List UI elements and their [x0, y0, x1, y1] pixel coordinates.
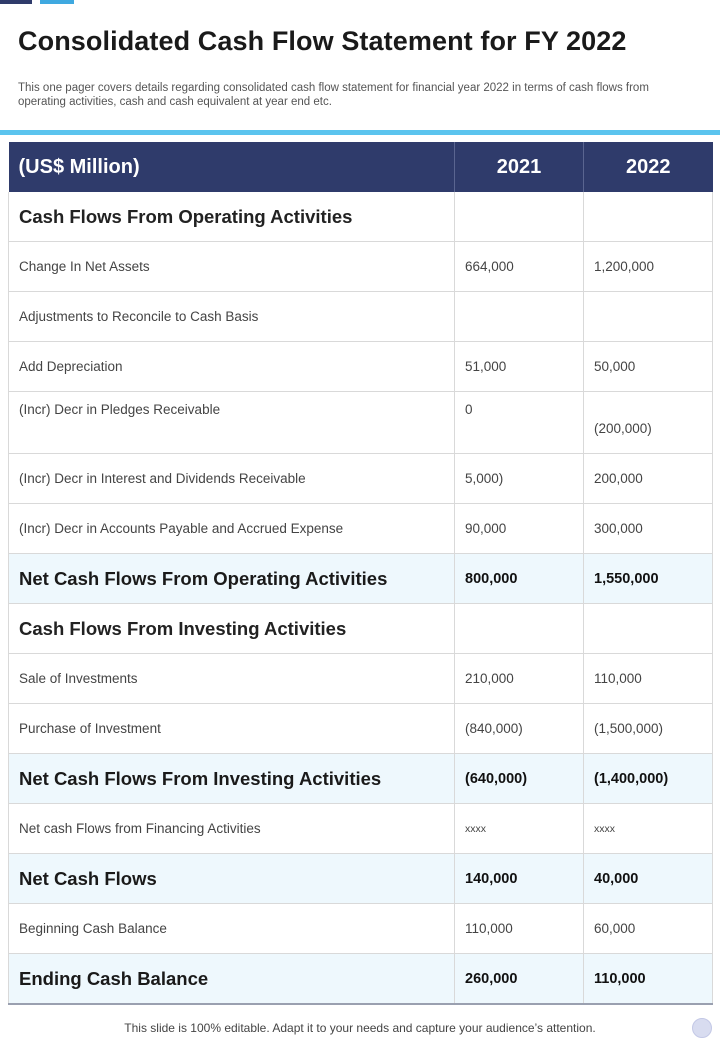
table-row	[9, 454, 713, 504]
row-label: Purchase of Investment	[9, 704, 455, 754]
cell-2022: 1,200,000	[584, 242, 713, 292]
cell-2021: 140,000	[455, 854, 584, 904]
cash-flow-table	[8, 142, 713, 1005]
top-accent-bar-light	[40, 0, 74, 4]
cell-2022: 110,000	[584, 954, 713, 1005]
table-row	[9, 342, 713, 392]
row-label: Net Cash Flows From Investing Activities	[9, 754, 455, 804]
cell-2022: 1,550,000	[584, 554, 713, 604]
cell-2021: 664,000	[455, 242, 584, 292]
cell-2021: 0	[455, 392, 584, 454]
page-indicator-icon	[692, 1018, 712, 1038]
row-label: Net Cash Flows From Operating Activities	[9, 554, 455, 604]
row-label: Add Depreciation	[9, 342, 455, 392]
row-label: Adjustments to Reconcile to Cash Basis	[9, 292, 455, 342]
row-label: Net cash Flows from Financing Activities	[9, 804, 455, 854]
row-label: Cash Flows From Investing Activities	[9, 604, 455, 654]
cell-2021	[455, 604, 584, 654]
cell-2021: 210,000	[455, 654, 584, 704]
table-header-row	[9, 142, 713, 192]
section-row-investing	[9, 604, 713, 654]
table-row	[9, 704, 713, 754]
cell-2022: 110,000	[584, 654, 713, 704]
row-label: Net Cash Flows	[9, 854, 455, 904]
header-year-2022: 2022	[584, 142, 713, 192]
row-label: (Incr) Decr in Pledges Receivable	[9, 392, 455, 454]
cell-2022: (1,400,000)	[584, 754, 713, 804]
table-row	[9, 392, 713, 454]
table-row	[9, 504, 713, 554]
page-subtitle: This one pager covers details regarding consolidated cash flow statement for financial year 2022 in terms of cash flows from operating activities, cash and cash equivalent at year end etc.	[18, 82, 649, 108]
row-label: Beginning Cash Balance	[9, 904, 455, 954]
row-label: (Incr) Decr in Accounts Payable and Accrued Expense	[9, 504, 455, 554]
cell-2022: 300,000	[584, 504, 713, 554]
cell-2021: 5,000)	[455, 454, 584, 504]
cell-2021	[455, 192, 584, 242]
cell-2022: (1,500,000)	[584, 704, 713, 754]
cell-2021: 800,000	[455, 554, 584, 604]
cell-2021: (840,000)	[455, 704, 584, 754]
cell-2022	[584, 292, 713, 342]
page-title: Consolidated Cash Flow Statement for FY 2022	[18, 26, 627, 56]
cell-2022	[584, 192, 713, 242]
row-label: (Incr) Decr in Interest and Dividends Receivable	[9, 454, 455, 504]
cell-2021: 90,000	[455, 504, 584, 554]
total-row-investing	[9, 754, 713, 804]
table-row	[9, 654, 713, 704]
top-accent-bar-dark	[0, 0, 32, 4]
table-row	[9, 904, 713, 954]
total-row-ending-balance	[9, 954, 713, 1005]
cell-2021: 260,000	[455, 954, 584, 1005]
header-unit: (US$ Million)	[9, 142, 455, 192]
total-row-net-cash-flows	[9, 854, 713, 904]
total-row-operating	[9, 554, 713, 604]
cell-2022: 60,000	[584, 904, 713, 954]
row-label: Cash Flows From Operating Activities	[9, 192, 455, 242]
cell-2021: (640,000)	[455, 754, 584, 804]
table-row	[9, 804, 713, 854]
footer-note: This slide is 100% editable. Adapt it to your needs and capture your audience’s attention.	[124, 1021, 596, 1035]
cell-2022: 50,000	[584, 342, 713, 392]
cell-2022	[584, 604, 713, 654]
cell-2022: 200,000	[584, 454, 713, 504]
row-label: Change In Net Assets	[9, 242, 455, 292]
cell-2022: (200,000)	[584, 392, 713, 454]
cell-2021: 51,000	[455, 342, 584, 392]
section-row-operating	[9, 192, 713, 242]
cell-2021	[455, 292, 584, 342]
cell-2022: xxxx	[584, 804, 713, 854]
table-row	[9, 292, 713, 342]
cell-2021: 110,000	[455, 904, 584, 954]
row-label: Sale of Investments	[9, 654, 455, 704]
cell-2022: 40,000	[584, 854, 713, 904]
cell-2021: xxxx	[455, 804, 584, 854]
table-row	[9, 242, 713, 292]
header-divider	[0, 130, 720, 135]
header-year-2021: 2021	[455, 142, 584, 192]
row-label: Ending Cash Balance	[9, 954, 455, 1005]
